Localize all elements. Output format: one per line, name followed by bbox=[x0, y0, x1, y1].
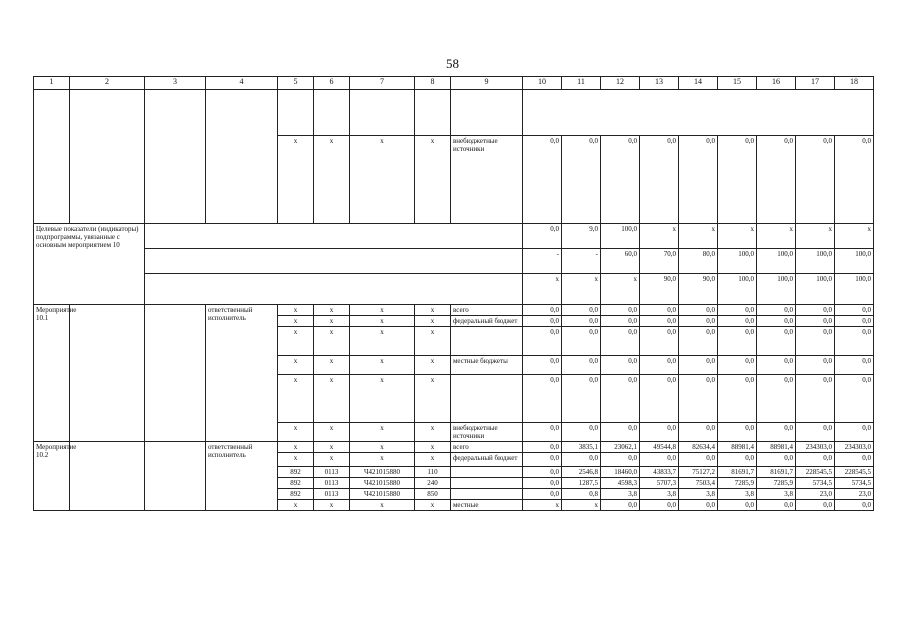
value-cell: 234303,0 bbox=[796, 442, 835, 453]
value-cell: 0,0 bbox=[796, 327, 835, 356]
source-name: федеральный бюджет bbox=[451, 453, 523, 467]
value-cell: x bbox=[835, 224, 874, 249]
responsible-executor: ответственный исполнитель bbox=[206, 442, 278, 511]
targets-label: Целевые показатели (индикаторы) подпрограммы, увязанные с основным мероприятием 10 bbox=[34, 224, 145, 305]
value-cell: x bbox=[562, 274, 601, 305]
value-cell: 0,0 bbox=[562, 423, 601, 442]
value-cell: 0,0 bbox=[757, 327, 796, 356]
column-number: 8 bbox=[415, 77, 451, 90]
value-cell: 0,0 bbox=[718, 356, 757, 375]
value-cell: 0,0 bbox=[835, 453, 874, 467]
value-cell: 3,8 bbox=[718, 489, 757, 500]
value-cell: 0,0 bbox=[640, 423, 679, 442]
value-cell: 0,0 bbox=[523, 453, 562, 467]
code-cell: x bbox=[314, 453, 350, 467]
code-cell: x bbox=[314, 316, 350, 327]
code-cell: x bbox=[415, 442, 451, 453]
value-cell: 0,0 bbox=[679, 136, 718, 224]
code-cell: x bbox=[350, 136, 415, 224]
source-name: местные bbox=[451, 500, 523, 511]
code-cell: x bbox=[314, 375, 350, 423]
value-cell: 70,0 bbox=[640, 249, 679, 274]
column-number: 14 bbox=[679, 77, 718, 90]
column-number: 18 bbox=[835, 77, 874, 90]
value-cell: 0,0 bbox=[835, 356, 874, 375]
value-cell: 100,0 bbox=[757, 249, 796, 274]
indicator-text bbox=[145, 249, 523, 274]
value-cell: 0,0 bbox=[640, 327, 679, 356]
value-cell: 100,0 bbox=[718, 274, 757, 305]
source-name: всего bbox=[451, 305, 523, 316]
source-name: местные бюджеты bbox=[451, 356, 523, 375]
value-cell: 3,8 bbox=[640, 489, 679, 500]
event-goal bbox=[145, 305, 206, 442]
text-cell bbox=[34, 90, 70, 224]
value-cell: 228545,5 bbox=[835, 467, 874, 478]
code-cell: 892 bbox=[278, 467, 314, 478]
value-cell: 0,0 bbox=[640, 356, 679, 375]
code-cell: 850 bbox=[415, 489, 451, 500]
column-number: 16 bbox=[757, 77, 796, 90]
value-cell: 0,0 bbox=[601, 136, 640, 224]
value-cell: 3,8 bbox=[601, 489, 640, 500]
column-number: 3 bbox=[145, 77, 206, 90]
value-cell: 0,0 bbox=[601, 500, 640, 511]
value-cell: 0,0 bbox=[679, 327, 718, 356]
value-cell: 0,0 bbox=[757, 375, 796, 423]
value-cell: 49544,8 bbox=[640, 442, 679, 453]
value-cell: 0,0 bbox=[523, 316, 562, 327]
table-row bbox=[34, 224, 874, 249]
value-cell: 1287,5 bbox=[562, 478, 601, 489]
value-cell: 81691,7 bbox=[718, 467, 757, 478]
value-cell: x bbox=[601, 274, 640, 305]
value-cell: x bbox=[562, 500, 601, 511]
value-cell: x bbox=[679, 224, 718, 249]
code-cell: x bbox=[415, 327, 451, 356]
value-cell: 9,0 bbox=[562, 224, 601, 249]
code-cell bbox=[278, 90, 314, 136]
value-cell: 0,0 bbox=[640, 136, 679, 224]
value-cell: 0,0 bbox=[562, 356, 601, 375]
code-cell: x bbox=[415, 423, 451, 442]
code-cell: x bbox=[350, 423, 415, 442]
value-cell: 100,0 bbox=[796, 249, 835, 274]
code-cell: x bbox=[278, 453, 314, 467]
value-cell: 0,0 bbox=[562, 305, 601, 316]
value-cell: 0,0 bbox=[835, 423, 874, 442]
value-cell: 0,0 bbox=[757, 305, 796, 316]
code-cell: x bbox=[415, 316, 451, 327]
value-cell: 82634,4 bbox=[679, 442, 718, 453]
value-cell: 0,0 bbox=[796, 356, 835, 375]
text-cell bbox=[145, 90, 206, 224]
value-cell: 2546,8 bbox=[562, 467, 601, 478]
value-cell: 0,0 bbox=[757, 136, 796, 224]
code-cell: Ч421015880 bbox=[350, 467, 415, 478]
code-cell: x bbox=[278, 375, 314, 423]
column-number: 11 bbox=[562, 77, 601, 90]
source-name bbox=[451, 375, 523, 423]
code-cell bbox=[350, 90, 415, 136]
value-cell: 0,0 bbox=[796, 423, 835, 442]
value-cell: 0,0 bbox=[601, 375, 640, 423]
value-cell: 0,0 bbox=[601, 327, 640, 356]
value-cell: 0,0 bbox=[679, 423, 718, 442]
value-cell: 100,0 bbox=[718, 249, 757, 274]
code-cell: x bbox=[278, 305, 314, 316]
value-cell: 0,0 bbox=[601, 423, 640, 442]
table-row bbox=[34, 249, 874, 274]
value-cell: 0,0 bbox=[757, 316, 796, 327]
value-cell: - bbox=[523, 249, 562, 274]
table-row bbox=[34, 90, 874, 136]
value-cell: 0,0 bbox=[523, 356, 562, 375]
value-cell: 0,0 bbox=[835, 316, 874, 327]
value-cell: 7285,9 bbox=[718, 478, 757, 489]
value-cell: 3835,1 bbox=[562, 442, 601, 453]
source-name bbox=[451, 478, 523, 489]
value-cell: 88981,4 bbox=[718, 442, 757, 453]
column-number: 6 bbox=[314, 77, 350, 90]
code-cell: 892 bbox=[278, 489, 314, 500]
value-cell: 0,0 bbox=[835, 500, 874, 511]
event-title bbox=[70, 442, 145, 511]
code-cell bbox=[415, 90, 451, 136]
code-cell: x bbox=[314, 442, 350, 453]
code-cell: x bbox=[314, 356, 350, 375]
value-cell: 0,0 bbox=[523, 375, 562, 423]
column-number-row bbox=[34, 77, 874, 90]
code-cell: x bbox=[415, 375, 451, 423]
value-cell: 0,0 bbox=[835, 305, 874, 316]
value-cell: 0,0 bbox=[679, 316, 718, 327]
code-cell: 0113 bbox=[314, 478, 350, 489]
responsible-executor: ответственный исполнитель bbox=[206, 305, 278, 442]
value-cell: 0,0 bbox=[796, 453, 835, 467]
value-cell: 0,0 bbox=[679, 453, 718, 467]
value-cell: 0,0 bbox=[562, 327, 601, 356]
code-cell: x bbox=[415, 305, 451, 316]
column-number: 17 bbox=[796, 77, 835, 90]
value-cell: 0,0 bbox=[757, 500, 796, 511]
value-cell: 0,0 bbox=[562, 316, 601, 327]
code-cell: x bbox=[278, 356, 314, 375]
value-cell: 4598,3 bbox=[601, 478, 640, 489]
budget-table bbox=[33, 76, 874, 511]
value-cell: 90,0 bbox=[640, 274, 679, 305]
value-cell: 0,0 bbox=[718, 305, 757, 316]
value-cell: 0,0 bbox=[796, 305, 835, 316]
value-cell: 234303,0 bbox=[835, 442, 874, 453]
value-cell: x bbox=[640, 224, 679, 249]
column-number: 2 bbox=[70, 77, 145, 90]
value-cell: 3,8 bbox=[757, 489, 796, 500]
value-cell: 0,0 bbox=[796, 316, 835, 327]
value-cell: 7503,4 bbox=[679, 478, 718, 489]
code-cell: x bbox=[415, 136, 451, 224]
code-cell: x bbox=[314, 305, 350, 316]
value-cell: 7285,9 bbox=[757, 478, 796, 489]
value-cell: 60,0 bbox=[601, 249, 640, 274]
value-cell: 88981,4 bbox=[757, 442, 796, 453]
code-cell: x bbox=[278, 442, 314, 453]
value-cell: 0,0 bbox=[718, 453, 757, 467]
value-cell: x bbox=[796, 224, 835, 249]
value-cell: 100,0 bbox=[835, 274, 874, 305]
value-cell: x bbox=[757, 224, 796, 249]
value-cell: 0,0 bbox=[718, 500, 757, 511]
value-cell: 0,0 bbox=[601, 305, 640, 316]
value-cell: 0,0 bbox=[718, 375, 757, 423]
value-cell: 0,0 bbox=[523, 327, 562, 356]
source-name: федеральный бюджет bbox=[451, 316, 523, 327]
value-cell: 0,0 bbox=[757, 356, 796, 375]
source-name bbox=[451, 467, 523, 478]
event-goal bbox=[145, 442, 206, 511]
value-cell: 18460,0 bbox=[601, 467, 640, 478]
code-cell: x bbox=[350, 356, 415, 375]
value-cell: 0,0 bbox=[718, 423, 757, 442]
value-cell: 0,0 bbox=[523, 489, 562, 500]
code-cell: 892 bbox=[278, 478, 314, 489]
code-cell: 0113 bbox=[314, 489, 350, 500]
value-cell: 0,0 bbox=[835, 136, 874, 224]
value-cell: 23062,1 bbox=[601, 442, 640, 453]
code-cell: x bbox=[314, 136, 350, 224]
value-cell: 0,0 bbox=[640, 500, 679, 511]
value-cell: 81691,7 bbox=[757, 467, 796, 478]
code-cell: x bbox=[415, 500, 451, 511]
value-cell: 0,0 bbox=[757, 423, 796, 442]
value-cell: 0,0 bbox=[562, 375, 601, 423]
value-cell: 0,0 bbox=[679, 375, 718, 423]
column-number: 15 bbox=[718, 77, 757, 90]
value-cell: 0,0 bbox=[562, 453, 601, 467]
source-name bbox=[451, 489, 523, 500]
table-row bbox=[34, 274, 874, 305]
indicator-text bbox=[145, 224, 523, 249]
value-cell: 0,0 bbox=[835, 375, 874, 423]
text-cell bbox=[206, 90, 278, 224]
value-cell: 0,0 bbox=[718, 316, 757, 327]
code-cell: Ч421015880 bbox=[350, 489, 415, 500]
page-number: 58 bbox=[446, 56, 459, 71]
code-cell: x bbox=[350, 327, 415, 356]
value-cell: 90,0 bbox=[679, 274, 718, 305]
value-cell: 5707,3 bbox=[640, 478, 679, 489]
column-number: 13 bbox=[640, 77, 679, 90]
value-cell: 100,0 bbox=[835, 249, 874, 274]
source-name: внебюджетные источники bbox=[451, 423, 523, 442]
value-cell: x bbox=[718, 224, 757, 249]
column-number: 4 bbox=[206, 77, 278, 90]
value-cell: 5734,5 bbox=[796, 478, 835, 489]
code-cell: x bbox=[350, 500, 415, 511]
indicator-text bbox=[145, 274, 523, 305]
value-cell: 0,0 bbox=[562, 136, 601, 224]
value-cell: 0,0 bbox=[523, 467, 562, 478]
value-cell: 0,0 bbox=[523, 305, 562, 316]
value-cell: 0,0 bbox=[523, 478, 562, 489]
table-row bbox=[34, 442, 874, 453]
value-cell: 0,0 bbox=[640, 453, 679, 467]
value-cell: 0,0 bbox=[601, 356, 640, 375]
source-name: всего bbox=[451, 442, 523, 453]
value-cell: 0,0 bbox=[523, 224, 562, 249]
value-cell: 43833,7 bbox=[640, 467, 679, 478]
value-cell: 0,0 bbox=[640, 305, 679, 316]
value-cell: 0,0 bbox=[796, 375, 835, 423]
code-cell: x bbox=[350, 442, 415, 453]
code-cell: x bbox=[278, 327, 314, 356]
column-number: 10 bbox=[523, 77, 562, 90]
column-number: 9 bbox=[451, 77, 523, 90]
value-cell: x bbox=[523, 500, 562, 511]
code-cell: x bbox=[415, 356, 451, 375]
text-cell bbox=[451, 90, 523, 136]
value-cell: 23,0 bbox=[796, 489, 835, 500]
code-cell: 0113 bbox=[314, 467, 350, 478]
code-cell: x bbox=[314, 327, 350, 356]
value-cell: 3,8 bbox=[679, 489, 718, 500]
code-cell: x bbox=[278, 423, 314, 442]
code-cell: x bbox=[278, 316, 314, 327]
value-cell: 0,0 bbox=[601, 316, 640, 327]
value-cell: - bbox=[562, 249, 601, 274]
value-cell: 0,0 bbox=[523, 136, 562, 224]
column-number: 12 bbox=[601, 77, 640, 90]
value-cell: 0,0 bbox=[523, 442, 562, 453]
code-cell: x bbox=[314, 423, 350, 442]
value-cell: 0,8 bbox=[562, 489, 601, 500]
value-cell: 0,0 bbox=[796, 136, 835, 224]
code-cell bbox=[314, 90, 350, 136]
code-cell: 240 bbox=[415, 478, 451, 489]
value-cell: x bbox=[523, 274, 562, 305]
event-number: Мероприятие 10.2 bbox=[34, 442, 70, 511]
value-cell: 0,0 bbox=[523, 423, 562, 442]
value-cell: 0,0 bbox=[679, 500, 718, 511]
empty-cell bbox=[523, 90, 874, 136]
column-number: 1 bbox=[34, 77, 70, 90]
source-name bbox=[451, 327, 523, 356]
value-cell: 80,0 bbox=[679, 249, 718, 274]
value-cell: 0,0 bbox=[835, 327, 874, 356]
code-cell: Ч421015880 bbox=[350, 478, 415, 489]
value-cell: 0,0 bbox=[718, 327, 757, 356]
value-cell: 228545,5 bbox=[796, 467, 835, 478]
code-cell: x bbox=[350, 316, 415, 327]
code-cell: x bbox=[350, 305, 415, 316]
table-row bbox=[34, 305, 874, 316]
code-cell: x bbox=[350, 453, 415, 467]
code-cell: x bbox=[415, 453, 451, 467]
code-cell: x bbox=[314, 500, 350, 511]
value-cell: 0,0 bbox=[796, 500, 835, 511]
value-cell: 100,0 bbox=[796, 274, 835, 305]
code-cell: x bbox=[278, 136, 314, 224]
value-cell: 100,0 bbox=[757, 274, 796, 305]
value-cell: 0,0 bbox=[679, 356, 718, 375]
value-cell: 100,0 bbox=[601, 224, 640, 249]
text-cell bbox=[70, 90, 145, 224]
text-cell: внебюджетные источники bbox=[451, 136, 523, 224]
value-cell: 0,0 bbox=[679, 305, 718, 316]
value-cell: 0,0 bbox=[640, 316, 679, 327]
event-number: Мероприятие 10.1 bbox=[34, 305, 70, 442]
value-cell: 23,0 bbox=[835, 489, 874, 500]
value-cell: 0,0 bbox=[718, 136, 757, 224]
column-number: 5 bbox=[278, 77, 314, 90]
value-cell: 0,0 bbox=[640, 375, 679, 423]
code-cell: x bbox=[278, 500, 314, 511]
event-title bbox=[70, 305, 145, 442]
value-cell: 0,0 bbox=[601, 453, 640, 467]
value-cell: 5734,5 bbox=[835, 478, 874, 489]
code-cell: 110 bbox=[415, 467, 451, 478]
code-cell: x bbox=[350, 375, 415, 423]
value-cell: 0,0 bbox=[757, 453, 796, 467]
value-cell: 75127,2 bbox=[679, 467, 718, 478]
column-number: 7 bbox=[350, 77, 415, 90]
